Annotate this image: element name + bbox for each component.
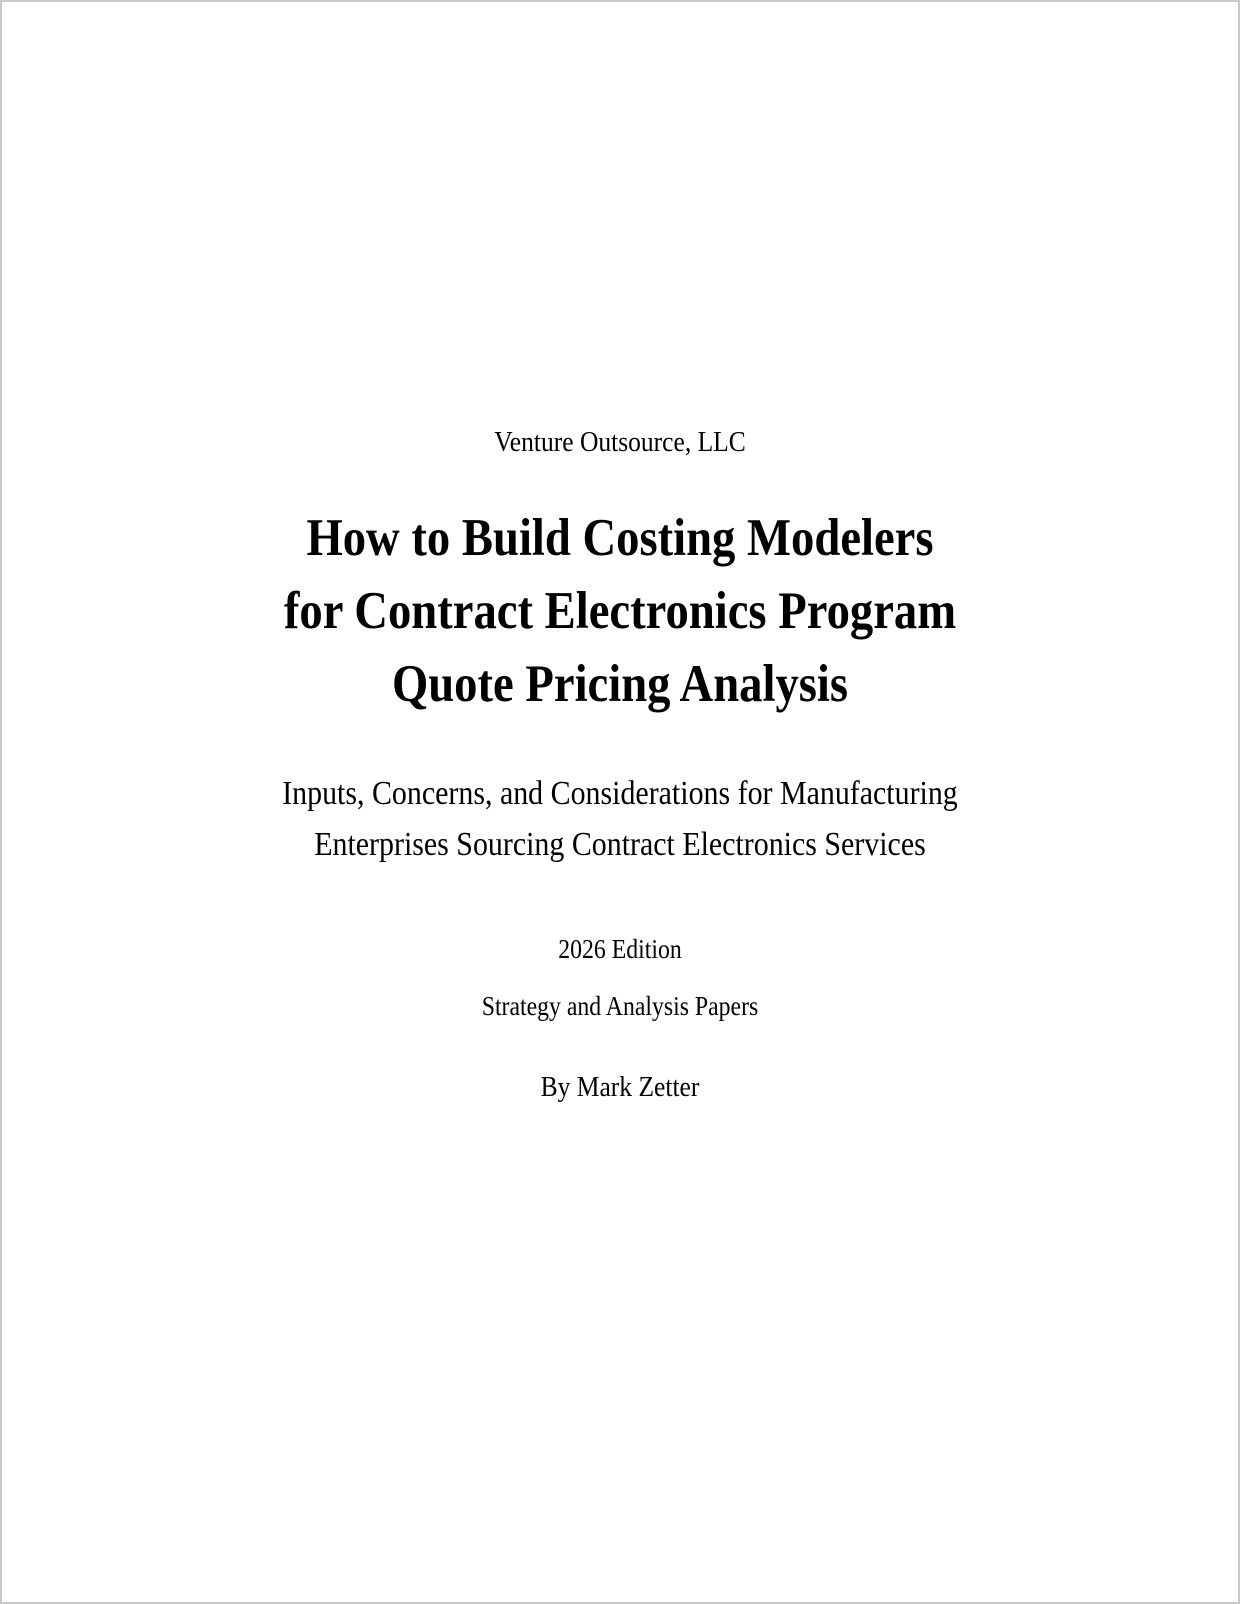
document-subtitle (76, 768, 1164, 870)
organization-name: Venture Outsource, LLC (494, 426, 746, 458)
title-line-3: Quote Pricing Analysis (391, 655, 849, 713)
title-line-1: How to Build Costing Modelers (306, 509, 934, 567)
document-title (76, 502, 1164, 721)
title-line-2: for Contract Electronics Program (283, 582, 957, 640)
series-label: Strategy and Analysis Papers (481, 991, 759, 1021)
subtitle-line-2: Enterprises Sourcing Contract Electronics Services (314, 826, 926, 863)
edition-label: 2026 Edition (558, 934, 682, 964)
subtitle-line-1: Inputs, Concerns, and Considerations for Manufacturing (282, 775, 958, 812)
author-byline: By Mark Zetter (540, 1071, 700, 1103)
